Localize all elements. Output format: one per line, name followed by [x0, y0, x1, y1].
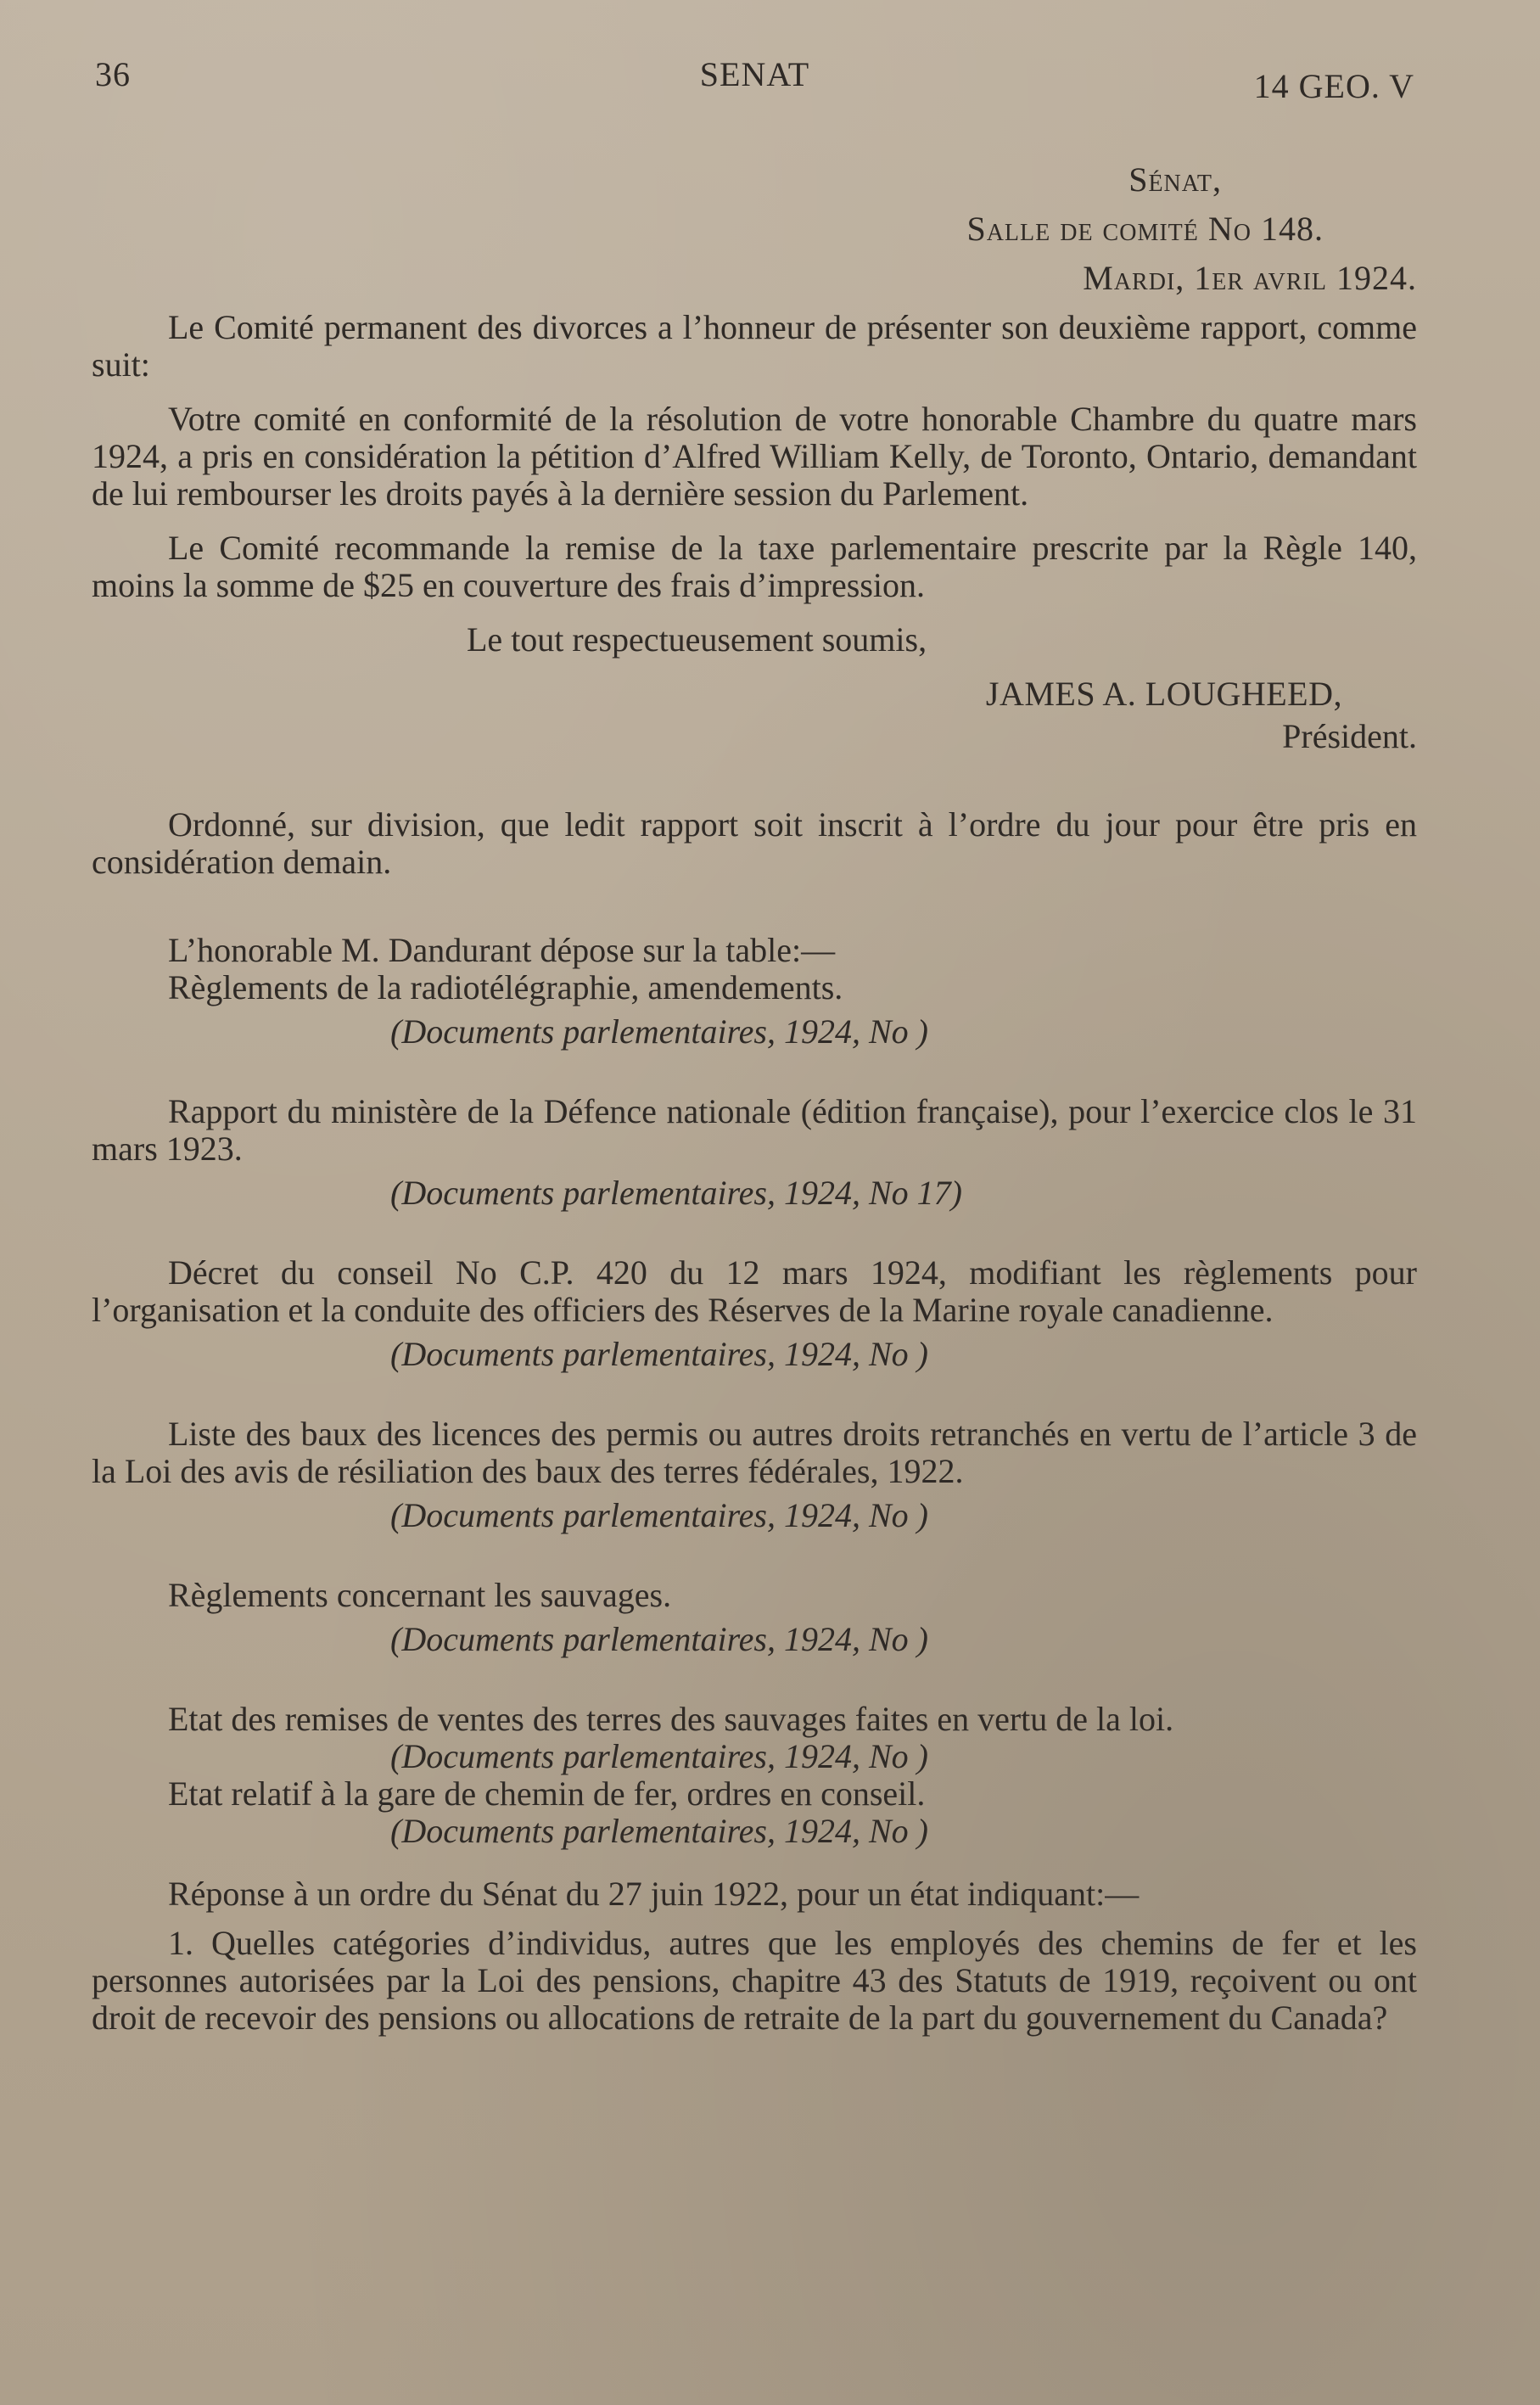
tabled-item-4: Liste des baux des licences des permis ou autres droits retranchés en vertu de l’article 3 de la Loi des avis de résiliation des baux des terres fédérales, 1922.: [92, 1415, 1417, 1490]
order-paragraph: Ordonné, sur division, que ledit rapport soit inscrit à l’ordre du jour pour être pris en considération demain.: [92, 805, 1417, 881]
report-body-2: Le Comité recommande la remise de la taxe parlementaire prescrite par la Règle 140, moins la somme de $25 en couverture des frais d’impression.: [92, 529, 1417, 604]
report-submitted: Le tout respectueusement soumis,: [467, 620, 927, 659]
tabled-ref-1: (Documents parlementaires, 1924, No ): [390, 1012, 928, 1051]
tabled-intro: L’honorable M. Dandurant dépose sur la table:—: [168, 931, 836, 969]
report-body-1: Votre comité en conformité de la résolution de votre honorable Chambre du quatre mars 1924, a pris en considération la pétition d’Alfred William Kelly, de Toronto, Ontario, demandant de lui rembourser les droits payés à la dernière session du Parlement.: [92, 400, 1417, 513]
tabled-item-6: Etat des remises de ventes des terres des sauvages faites en vertu de la loi.: [168, 1700, 1174, 1738]
tabled-ref-4: (Documents parlementaires, 1924, No ): [390, 1496, 928, 1534]
heading-room: Salle de comité No 148.: [966, 210, 1324, 248]
tabled-ref-5: (Documents parlementaires, 1924, No ): [390, 1620, 928, 1658]
tabled-item-1: Règlements de la radiotélégraphie, amendements.: [168, 968, 843, 1006]
response-intro: Réponse à un ordre du Sénat du 27 juin 1922, pour un état indiquant:—: [168, 1875, 1140, 1913]
page-number: 36: [95, 55, 131, 93]
report-signer: JAMES A. LOUGHEED,: [985, 675, 1342, 713]
running-regnal-year: 14 GEO. V: [1253, 67, 1414, 105]
tabled-ref-6: (Documents parlementaires, 1924, No ): [390, 1737, 928, 1775]
report-signer-title: Président.: [1282, 717, 1417, 755]
tabled-ref-3: (Documents parlementaires, 1924, No ): [390, 1335, 928, 1373]
response-question-1: 1. Quelles catégories d’individus, autres que les employés des chemins de fer et les personnes autorisées par la Loi des pensions, chapitre 43 des Statuts de 1919, reçoivent ou ont droit de recevoir des pensions ou allocations de retraite de la part du gouvernement du Canada?: [92, 1924, 1417, 2037]
tabled-item-2: Rapport du ministère de la Défence nationale (édition française), pour l’exercice clos le 31 mars 1923.: [92, 1092, 1417, 1168]
tabled-item-7: Etat relatif à la gare de chemin de fer, ordres en conseil.: [168, 1774, 926, 1813]
tabled-ref-2: (Documents parlementaires, 1924, No 17): [390, 1174, 962, 1212]
heading-senat: Sénat,: [1128, 160, 1222, 199]
running-title: SENAT: [699, 55, 810, 93]
tabled-item-5: Règlements concernant les sauvages.: [168, 1576, 672, 1614]
running-head: [95, 54, 1414, 105]
report-intro: Le Comité permanent des divorces a l’honneur de présenter son deuxième rapport, comme suit:: [92, 308, 1417, 384]
heading-date: Mardi, 1er avril 1924.: [1083, 259, 1417, 297]
page-body: [92, 161, 1417, 2054]
tabled-ref-7: (Documents parlementaires, 1924, No ): [390, 1812, 928, 1850]
tabled-item-3: Décret du conseil No C.P. 420 du 12 mars 1924, modifiant les règlements pour l’organisation et la conduite des officiers des Réserves de la Marine royale canadienne.: [92, 1253, 1417, 1329]
